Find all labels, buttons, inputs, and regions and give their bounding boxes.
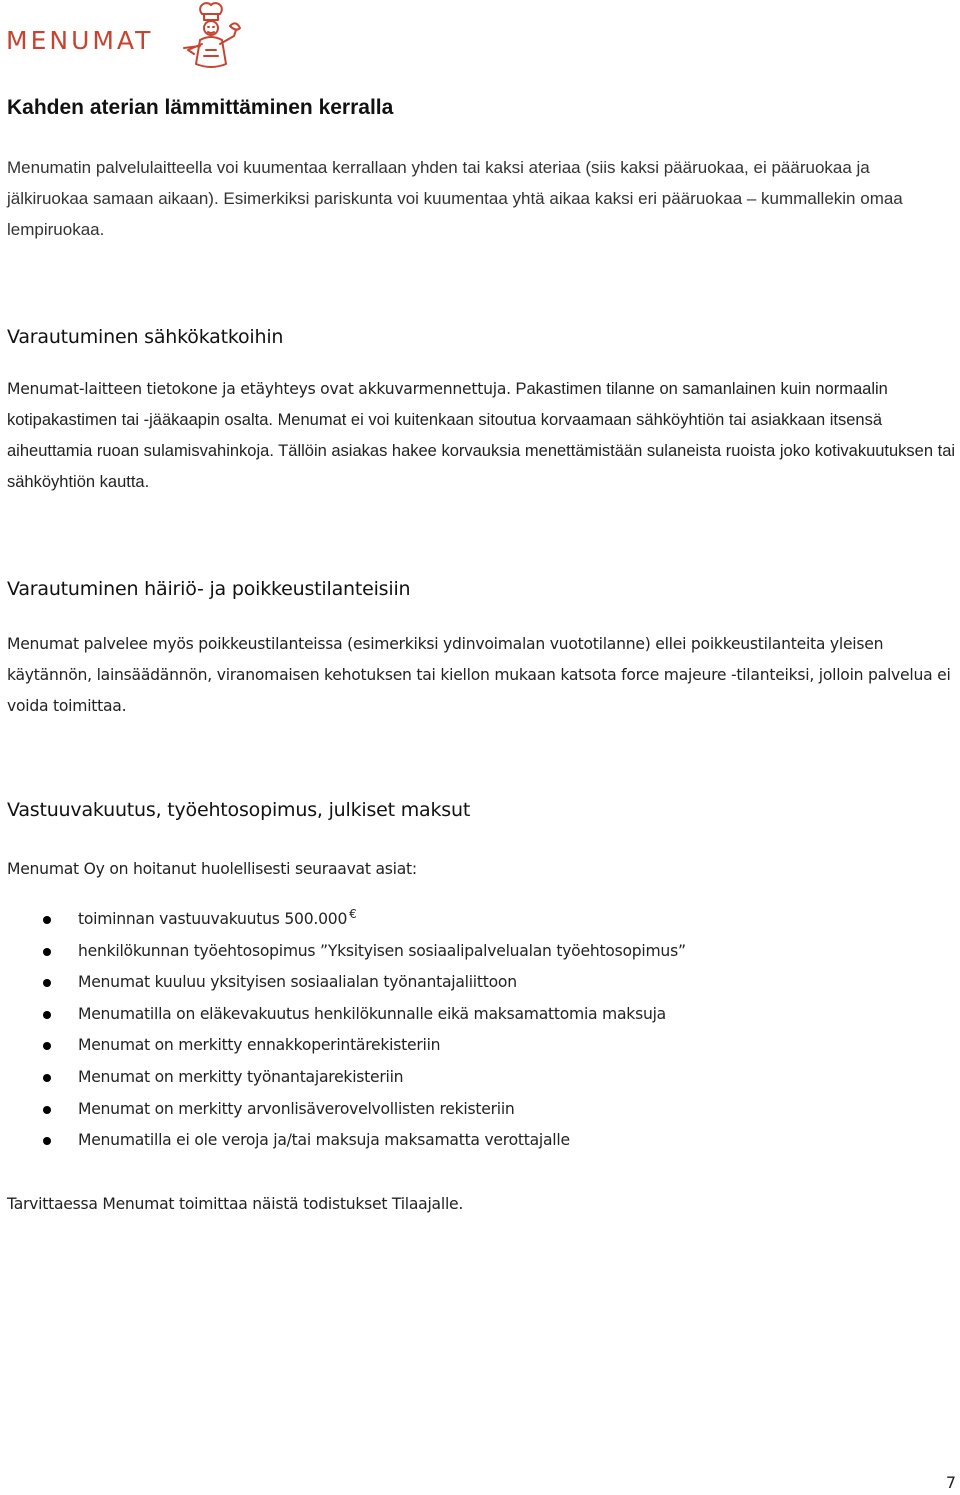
page-number: 7	[945, 1473, 956, 1492]
list-item-text: Menumat kuuluu yksityisen sosiaalialan työnantajaliittoon	[78, 973, 517, 992]
list-item	[0, 1125, 686, 1157]
closing-paragraph: Tarvittaessa Menumat toimittaa näistä todistukset Tilaajalle.	[7, 1195, 464, 1213]
list-item-text: henkilökunnan työehtosopimus ”Yksityisen sosiaalipalvelualan työehtosopimus”	[78, 941, 686, 960]
paragraph-disruptions: Menumat palvelee myös poikkeustilanteissa (esimerkiksi ydinvoimalan vuototilanne) ellei poikkeustilanteita yleisen käytännön, lainsäädännön, viranomaisen kehotuksen tai kiellon mukaan katsota force majeure -tilanteiksi, jolloin palvelua ei voida toimittaa.	[7, 635, 951, 715]
power-outage-text-1: Menumat-laitteen tietokone ja etäyhteys ovat akkuvarmennettuja.	[7, 380, 511, 398]
list-item	[0, 936, 686, 968]
bullet-icon	[43, 1137, 51, 1145]
list-item	[0, 1094, 686, 1126]
bullet-icon	[43, 1074, 51, 1082]
bullet-icon	[43, 1011, 51, 1019]
bullet-icon	[43, 979, 51, 987]
list-item	[0, 1030, 686, 1062]
chef-icon	[180, 0, 242, 72]
euro-sign: €	[349, 907, 357, 921]
power-outage-text-2: Pakastimen tilanne on samanlainen kuin normaalin kotipakastimen tai -jääkaapin osalta. Menumat ei voi kuitenkaan sitoutua korvaamaan sähköyhtiön tai asiakkaan itsensä aiheuttamia ruoan sulamisvahinkoja. Tällöin asiakas hakee korvauksia menettämistään sulaneista ruoista joko kotivakuutuksen tai sähköyhtiön kautta.	[7, 380, 956, 491]
bullet-icon	[43, 1042, 51, 1050]
menumat-logo	[6, 0, 246, 74]
list-item	[0, 967, 686, 999]
list-item-text: Menumat on merkitty ennakkoperintärekisteriin	[78, 1036, 441, 1055]
bullet-icon	[43, 916, 51, 924]
logo-wordmark: MENUMAT	[6, 26, 154, 55]
list-item-text: Menumat on merkitty työnantajarekisteriin	[78, 1067, 404, 1086]
list-item-text: Menumatilla on eläkevakuutus henkilökunnalle eikä maksamattomia maksuja	[78, 1004, 666, 1023]
list-item	[0, 999, 686, 1031]
insurance-list	[0, 904, 686, 1157]
paragraph-power-outages	[7, 374, 957, 498]
list-item-text: Menumatilla ei ole veroja ja/tai maksuja maksamatta verottajalle	[78, 1131, 570, 1150]
heading-power-outages: Varautuminen sähkökatkoihin	[7, 326, 284, 348]
paragraph-two-meals: Menumatin palvelulaitteella voi kuumentaa kerrallaan yhden tai kaksi ateriaa (siis kaksi pääruokaa, ei pääruokaa ja jälkiruokaa samaan aikaan). Esimerkiksi pariskunta voi kuumentaa yhtä aikaa kaksi eri pääruokaa – kummallekin omaa lempiruokaa.	[7, 158, 903, 239]
list-item-text: toiminnan vastuuvakuutus 500.000	[78, 910, 348, 928]
bullet-icon	[43, 1106, 51, 1114]
list-item	[0, 1062, 686, 1094]
list-item-text: Menumat on merkitty arvonlisäverovelvollisten rekisteriin	[78, 1099, 515, 1118]
bullet-icon	[43, 948, 51, 956]
insurance-intro: Menumat Oy on hoitanut huolellisesti seuraavat asiat:	[7, 860, 417, 878]
heading-two-meals: Kahden aterian lämmittäminen kerralla	[7, 96, 394, 119]
heading-insurance: Vastuuvakuutus, työehtosopimus, julkiset maksut	[7, 799, 471, 821]
list-item	[0, 904, 686, 936]
heading-disruptions: Varautuminen häiriö- ja poikkeustilanteisiin	[7, 578, 411, 600]
